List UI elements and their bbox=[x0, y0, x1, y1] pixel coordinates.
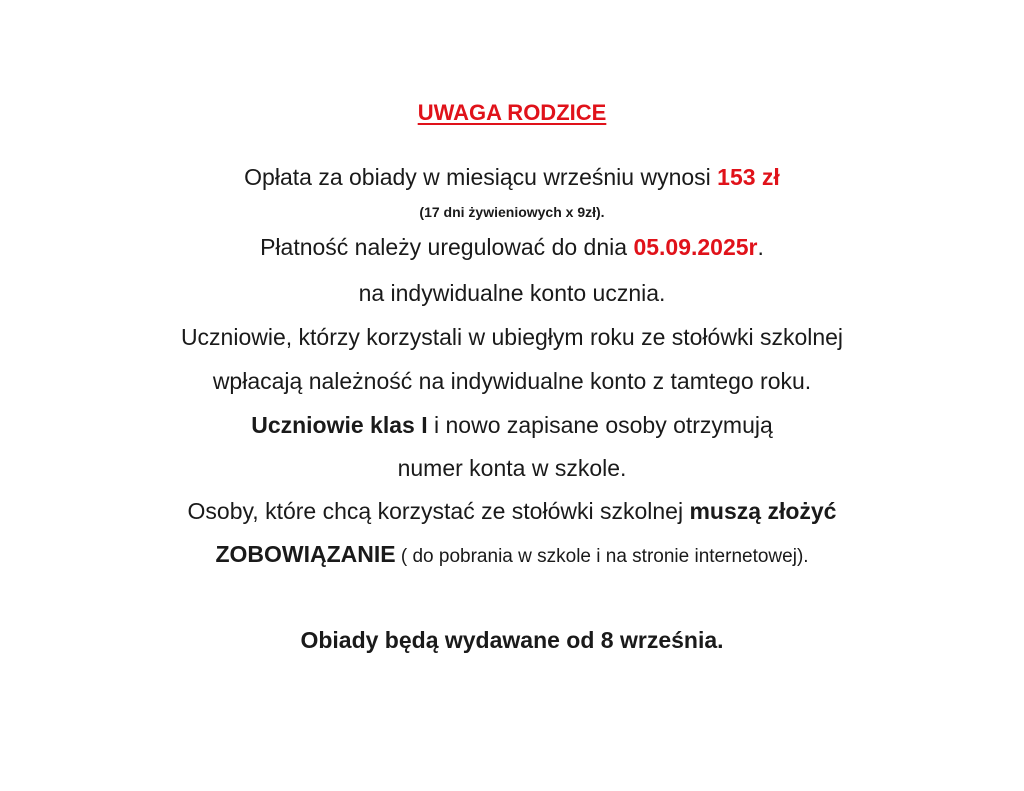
payment-deadline-end: . bbox=[757, 234, 764, 260]
commitment-text: ( do pobrania w szkole i na stronie internetowej). bbox=[395, 546, 809, 567]
returning-students-line: Uczniowie, którzy korzystali w ubiegłym roku ze stołówki szkolnej bbox=[180, 324, 844, 350]
commitment-line bbox=[0, 539, 1024, 572]
commitment-bold: ZOBOWIĄZANIE bbox=[215, 541, 396, 567]
obligation-text: Osoby, które chcą korzystać ze stołówki szkolnej bbox=[187, 498, 690, 524]
payment-deadline-date: 05.09.2025r bbox=[633, 234, 758, 260]
obligation-line bbox=[0, 496, 1024, 526]
new-students-text: i nowo zapisane osoby otrzymują bbox=[427, 412, 773, 438]
payment-deadline-text: Płatność należy uregulować do dnia bbox=[260, 234, 634, 260]
fee-line bbox=[0, 162, 1024, 192]
notice-title: UWAGA RODZICE bbox=[417, 100, 607, 125]
fee-breakdown: (17 dni żywieniowych x 9zł). bbox=[419, 204, 605, 220]
fee-text: Opłata za obiady w miesiącu wrześniu wynosi bbox=[244, 164, 718, 190]
new-students-line bbox=[0, 410, 1024, 440]
returning-students-line-2: wpłacają należność na indywidualne konto z tamtego roku. bbox=[212, 368, 812, 394]
account-line: na indywidualne konto ucznia. bbox=[358, 280, 666, 306]
fee-amount: 153 zł bbox=[717, 164, 780, 190]
obligation-bold: muszą złożyć bbox=[689, 498, 837, 524]
new-students-bold: Uczniowie klas I bbox=[251, 412, 428, 438]
payment-deadline-line bbox=[0, 232, 1024, 262]
meals-start-line: Obiady będą wydawane od 8 września. bbox=[300, 627, 724, 653]
account-number-line: numer konta w szkole. bbox=[397, 455, 627, 481]
